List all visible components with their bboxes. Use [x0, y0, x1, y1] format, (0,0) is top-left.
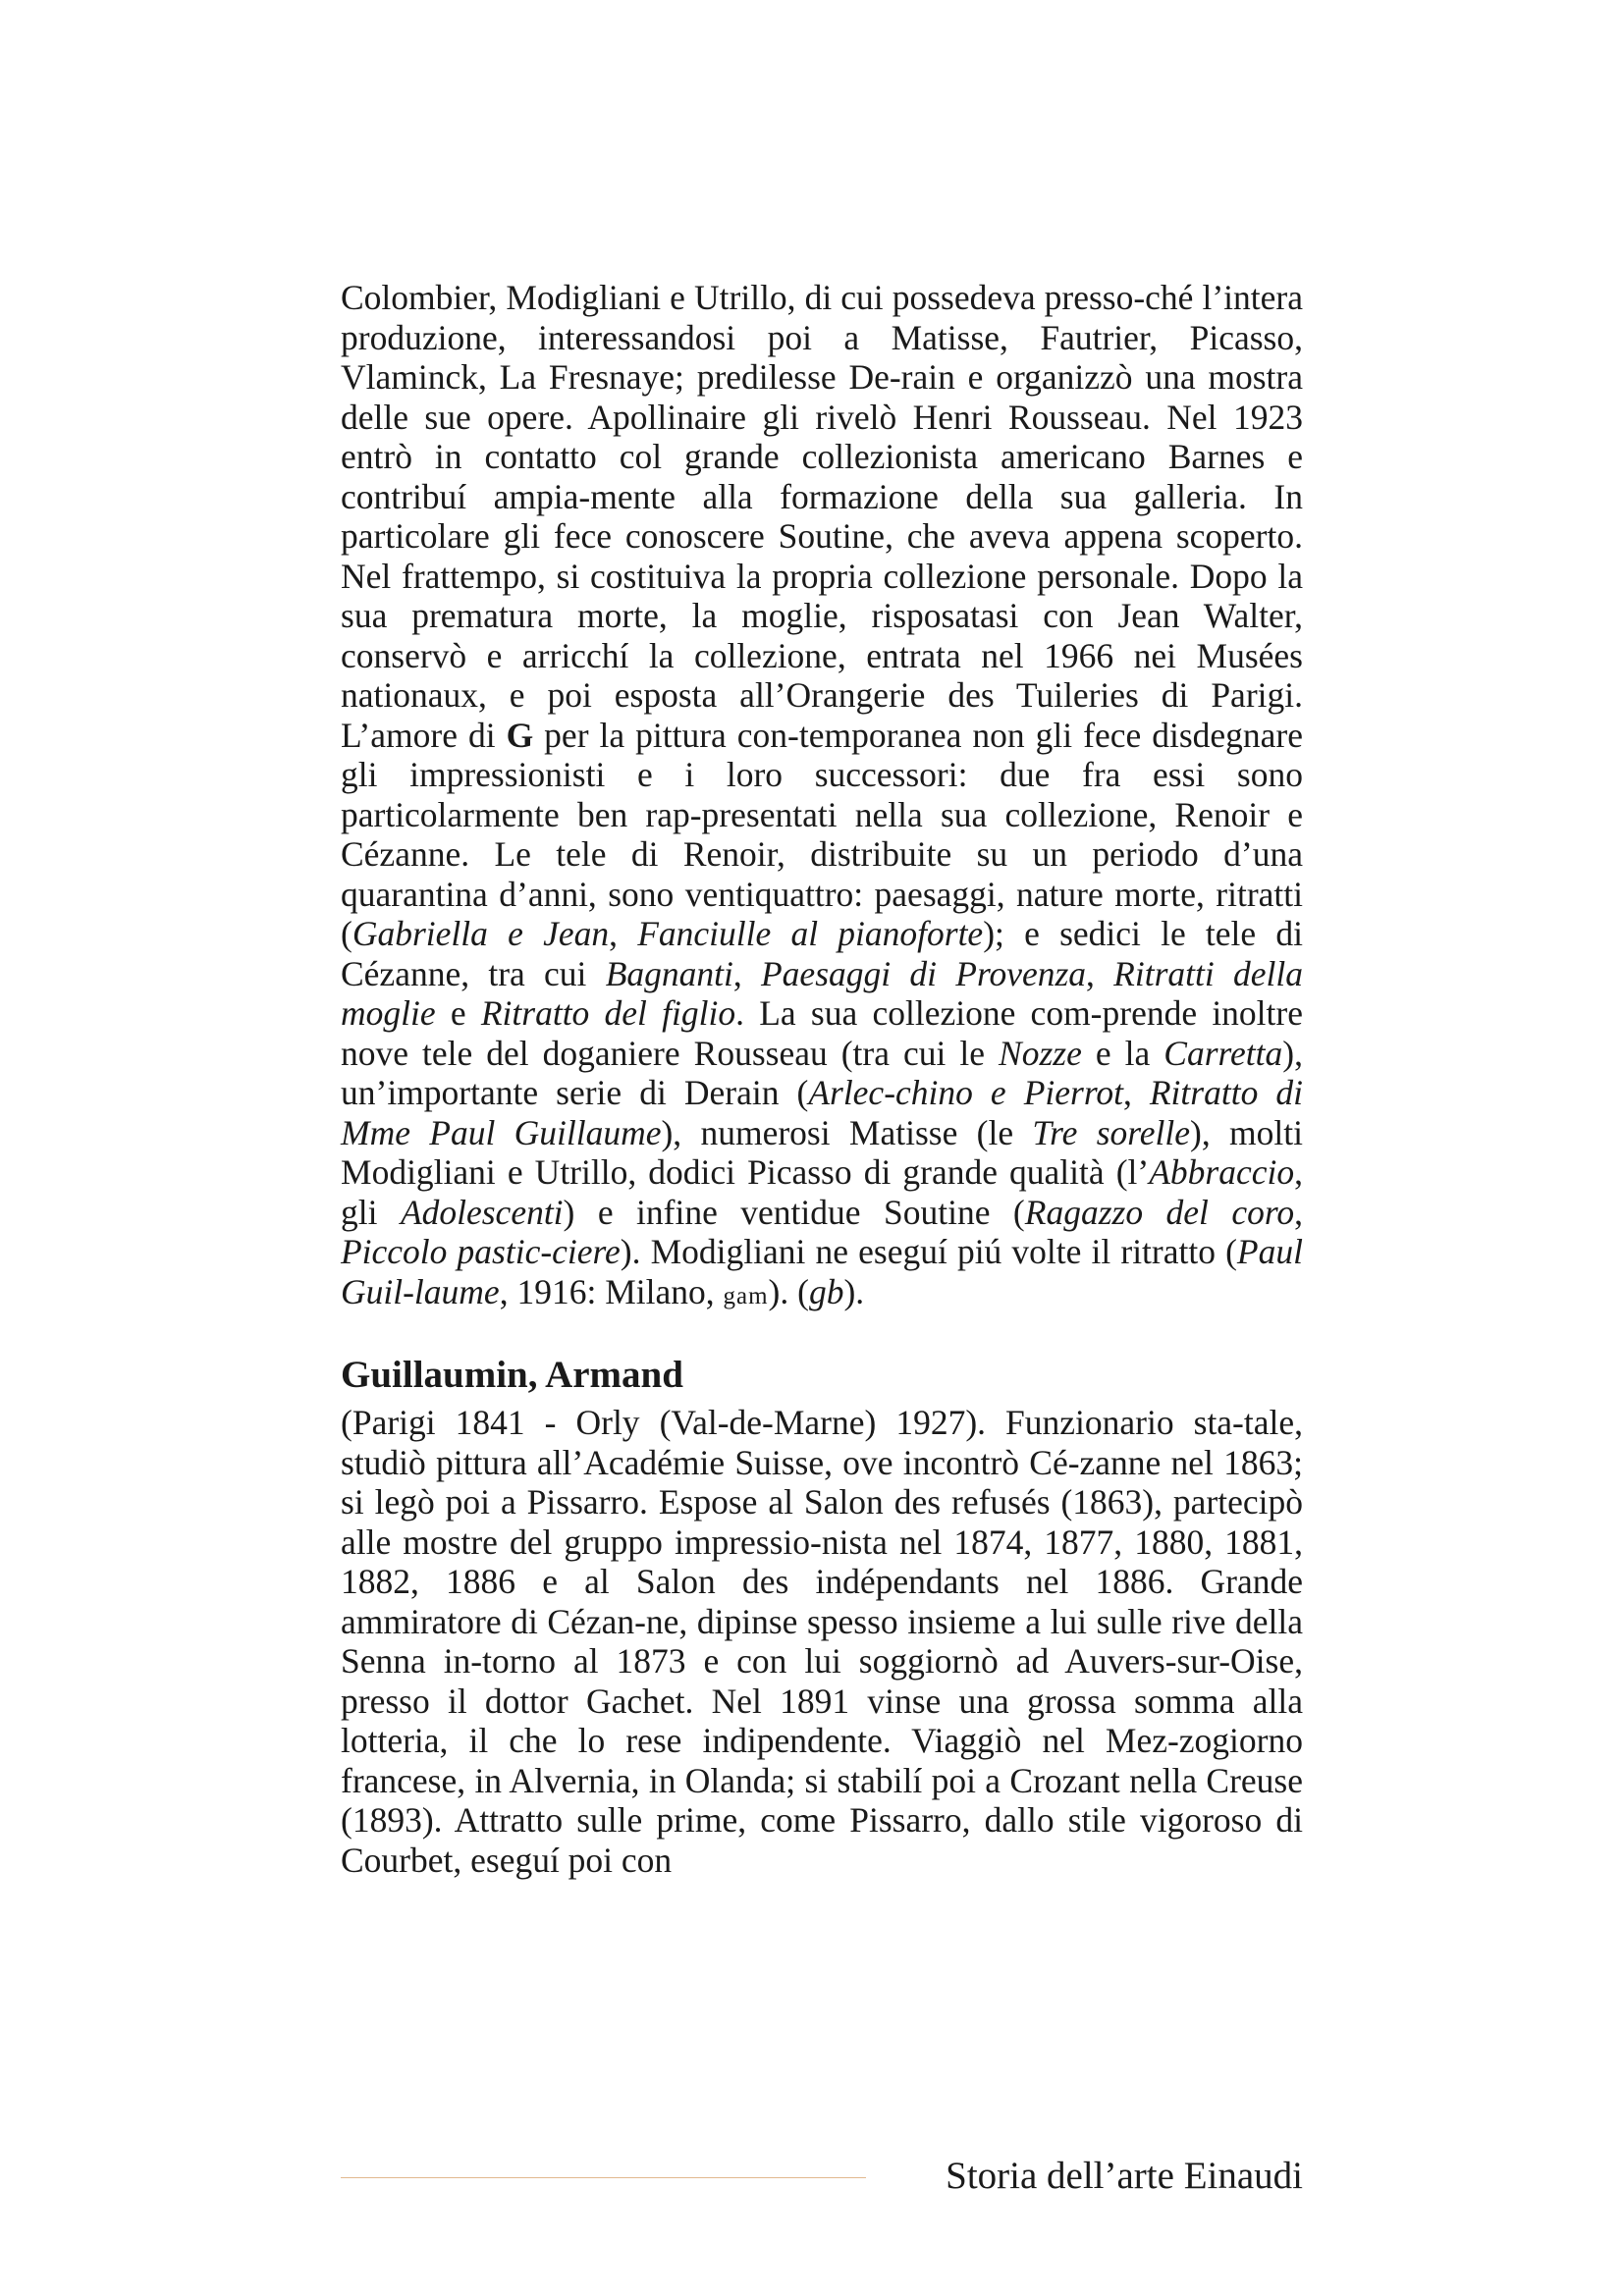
- text-run: ,: [1294, 1192, 1303, 1232]
- text-run: e la: [1081, 1033, 1164, 1073]
- text-run: , gli: [341, 1152, 1303, 1232]
- text-run: . La sua collezione com-prende inoltre nove tele del doganiere Rousseau (tra cui le: [341, 993, 1303, 1073]
- text-run: ,: [1086, 953, 1114, 993]
- text-run: ). Modigliani ne eseguí piú volte il ritratto (: [620, 1232, 1237, 1271]
- author-initials: gb: [808, 1271, 844, 1311]
- text-run: ); e sedici le tele di Cézanne, tra cui: [341, 914, 1303, 993]
- artwork-title: Carretta: [1163, 1033, 1283, 1073]
- text-run: ), molti Modigliani e Utrillo, dodici Picasso di grande qualità (l’: [341, 1112, 1303, 1192]
- artwork-title: Paul Guil-laume: [341, 1232, 1303, 1311]
- entry-guillaumin-body: (Parigi 1841 - Orly (Val-de-Marne) 1927). Funzionario sta-tale, studiò pittura all’Académie Suisse, ove incontrò Cé-zanne nel 1863; si legò poi a Pissarro. Espose al Salon des refusés (1863), partecipò alle mostre del gruppo impressio-nista nel 1874, 1877, 1880, 1881, 1882, 1886 e al Salon des indépendants nel 1886. Grande ammiratore di Cézan-ne, dipinse spesso insieme a lui sulle rive della Senna in-torno al 1873 e con lui soggiornò ad Auvers-sur-Oise, presso il dottor Gachet. Nel 1891 vinse una grossa somma alla lotteria, il che lo rese indipendente. Viaggiò nel Mez-zogiorno francese, in Alvernia, in Olanda; si stabilí poi a Crozant nella Creuse (1893). Attratto sulle prime, come Pissarro, dallo stile vigoroso di Courbet, eseguí poi con: [341, 1403, 1303, 1880]
- artwork-title: Tre sorelle: [1032, 1112, 1191, 1152]
- artwork-title: Piccolo pastic-ciere: [341, 1232, 621, 1271]
- artwork-title: Ragazzo del coro: [1024, 1192, 1295, 1232]
- text-run: per la pittura con-temporanea non gli fece disdegnare gli impressionisti e i loro successori: due fra essi sono particolarmente ben rap-presentati nella sua collezione, Renoir e Cézanne. Le tele di Renoir, distribuite su un periodo d’una quarantina d’anni, sono ventiquattro: paesaggi, nature morte, ritratti (: [341, 715, 1304, 953]
- artwork-title: Ritratti della moglie: [341, 953, 1303, 1033]
- text-run: , 1916: Milano,: [499, 1271, 724, 1311]
- text-column: [341, 278, 1303, 1880]
- artwork-title: Gabriella e Jean: [352, 914, 610, 953]
- footer-publisher: Storia dell’arte Einaudi: [946, 2155, 1303, 2197]
- entry-heading: Guillaumin, Armand: [341, 1354, 683, 1396]
- text-run: ) e infine ventidue Soutine (: [563, 1192, 1025, 1232]
- artwork-title: Fanciulle al pianoforte: [637, 914, 984, 953]
- text-run: ), un’importante serie di Derain (: [341, 1033, 1303, 1112]
- text-run: ). (: [768, 1271, 809, 1311]
- text-run: ,: [732, 953, 761, 993]
- artwork-title: Ritratto del figlio: [480, 993, 736, 1033]
- artwork-title: Ritratto di Mme Paul Guillaume: [341, 1073, 1303, 1152]
- text-run: ,: [609, 914, 638, 953]
- artwork-title: Bagnanti: [605, 953, 733, 993]
- entry-guillaume-continuation: [341, 278, 1303, 1316]
- artwork-title: Arlec-chino e Pierrot: [808, 1073, 1123, 1112]
- text-run: ,: [1122, 1073, 1150, 1112]
- artwork-title: Nozze: [999, 1033, 1082, 1073]
- footer-rule: [341, 2177, 866, 2178]
- museum-abbreviation: gam: [723, 1282, 769, 1309]
- entry-initial: G: [506, 715, 534, 755]
- text-run: Colombier, Modigliani e Utrillo, di cui possedeva presso-ché l’intera produzione, interessandosi poi a Matisse, Fautrier, Picasso, Vlaminck, La Fresnaye; predilesse De-rain e organizzò una mostra delle sue opere. Apollinaire gli rivelò Henri Rousseau. Nel 1923 entrò in contatto col grande collezionista americano Barnes e contribuí ampia-mente alla formazione della sua galleria. In particolare gli fece conoscere Soutine, che aveva appena scoperto. Nel frattempo, si costituiva la propria collezione personale. Dopo la sua prematura morte, la moglie, risposatasi con Jean Walter, conservò e arricchí la collezione, entrata nel 1966 nei Musées nationaux, e poi esposta all’Orangerie des Tuileries di Parigi. L’amore di: [341, 278, 1303, 755]
- artwork-title: Abbraccio: [1149, 1152, 1295, 1192]
- artwork-title: Adolescenti: [400, 1192, 564, 1232]
- artwork-title: Paesaggi di Provenza: [761, 953, 1087, 993]
- text-run: e: [435, 993, 481, 1033]
- text-run: ), numerosi Matisse (le: [661, 1112, 1033, 1152]
- text-run: ).: [843, 1271, 865, 1311]
